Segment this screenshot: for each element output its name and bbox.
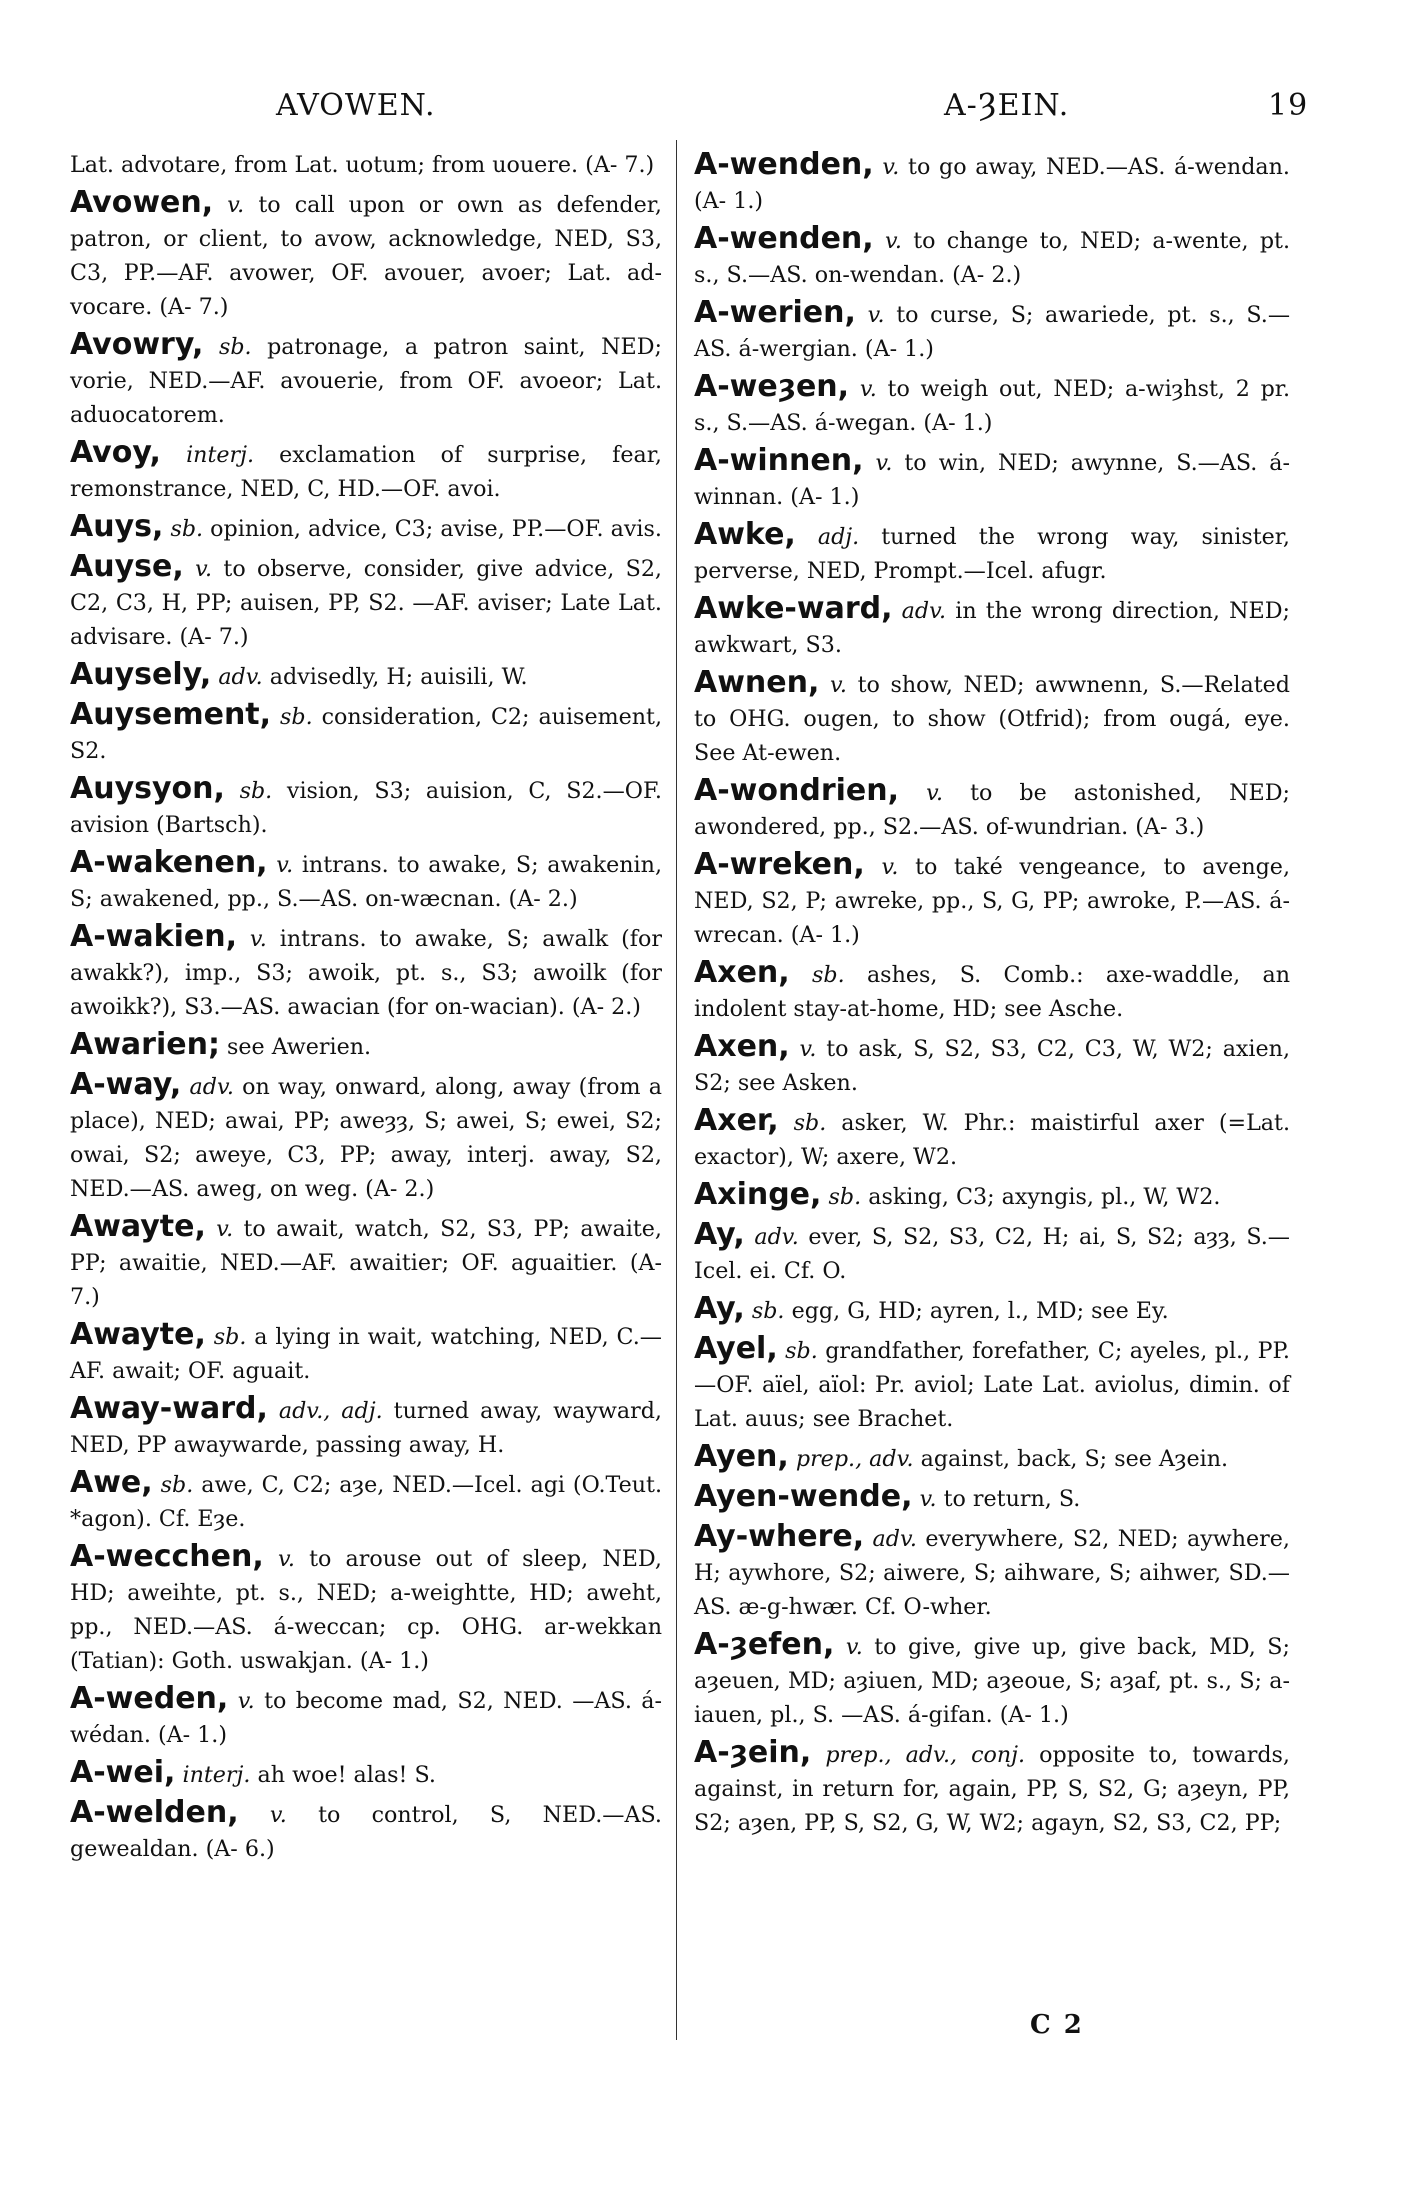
entry-headword: Ayel, [694,1331,778,1366]
entry-headword: A-way, [70,1067,182,1102]
dictionary-entry [694,518,1290,588]
entry-definition: intrans. to awake, S; awalk (for awakk?), imp., S3; awoik, pt. s., S3; awoilk (for awoikk?), S3.—AS. awacian (for on-wacian). (A- 2.) [70,926,662,1020]
entry-headword: Ayen-wende, [694,1479,913,1514]
dictionary-entry [70,1210,662,1314]
entry-definition: turned the wrong way, sinister, perverse, NED, Prompt.—Icel. afugr. [694,524,1290,584]
entry-definition: vision, S3; auision, C, S2.—OF. avision (Bartsch). [70,778,662,838]
entry-part-of-speech: v. [867,302,885,328]
entry-part-of-speech: prep., adv. [795,1446,914,1472]
dictionary-entry [70,1682,662,1752]
entry-headword: Axen, [694,955,790,990]
dictionary-entry [70,698,662,768]
signature-mark: C 2 [1030,2010,1084,2040]
dictionary-entry [694,774,1290,844]
dictionary-entry [70,510,662,546]
entry-part-of-speech: v. [882,154,900,180]
dictionary-entry [694,1628,1290,1732]
dictionary-entry [70,550,662,654]
entry-headword: Auys, [70,509,164,544]
entry-part-of-speech: sb. [811,962,845,988]
entry-definition: to return, S. [943,1486,1081,1512]
entry-part-of-speech: v. [277,1546,295,1572]
entry-headword: Axen, [694,1029,790,1064]
entry-definition: Lat. advotare, from Lat. uotum; from uouere. (A- 7.) [70,152,655,178]
entry-headword: Ay, [694,1217,745,1252]
dictionary-entry [694,1440,1290,1476]
entry-definition: intrans. to awake, S; awakenin, S; awakened, pp., S.—AS. on-wæcnan. (A- 2.) [70,852,662,912]
entry-headword: A-winnen, [694,443,864,478]
entry-part-of-speech: v. [875,450,893,476]
entry-headword: Awke, [694,517,796,552]
entry-part-of-speech: v. [919,1486,937,1512]
entry-part-of-speech: adv. [189,1074,234,1100]
entry-headword: Ay-where, [694,1519,865,1554]
entry-part-of-speech: v. [276,852,294,878]
dictionary-entry [694,222,1290,292]
entry-definition: to change to, NED; a-wente, pt. s., S.—AS. on-wendan. (A- 2.) [694,228,1291,288]
dictionary-entry [70,1028,662,1064]
entry-headword: Awayte, [70,1209,206,1244]
entry-definition: awe, C, C2; aȝe, NED.—Icel. agi (O.Teut. *agon). Cf. Eȝe. [70,1472,662,1532]
entry-definition: opinion, advice, C3; avise, PP.—OF. avis. [210,516,662,542]
page-number: 19 [1268,88,1309,123]
entry-headword: A-welden, [70,1795,239,1830]
column-divider [676,140,677,2040]
entry-part-of-speech: v. [845,1634,863,1660]
entry-part-of-speech: adv. [872,1526,917,1552]
entry-definition: asker, W. Phr.: maistirful axer (=Lat. exactor), W; axere, W2. [694,1110,1291,1170]
entry-headword: A-weden, [70,1681,229,1716]
entry-definition: see Awerien. [227,1034,372,1060]
entry-headword: Awayte, [70,1317,206,1352]
dictionary-entry [70,328,662,432]
entry-headword: A-wakenen, [70,845,268,880]
entry-headword: A-weȝen, [694,369,850,404]
entry-definition: to be astonished, NED; awondered, pp., S2.—AS. of-wundrian. (A- 3.) [694,780,1290,840]
entry-part-of-speech: interj. [182,1762,251,1788]
entry-definition: against, back, S; see Aȝein. [920,1446,1229,1472]
dictionary-entry [694,1480,1290,1516]
entry-part-of-speech: sb. [751,1298,785,1324]
entry-definition: to show, NED; awwnenn, S.—Related to OHG. ougen, to show (Otfrid); from ougá, eye. See At-ewen. [694,672,1290,766]
dictionary-entry [694,296,1290,366]
entry-headword: A-ȝein, [694,1735,812,1770]
dictionary-entry [694,1178,1290,1214]
entry-headword: Awarien; [70,1027,220,1062]
dictionary-entry [694,1218,1290,1288]
entry-headword: Awnen, [694,665,820,700]
entry-definition: to také vengeance, to avenge, NED, S2, P; awreke, pp., S, G, PP; awroke, P.—AS. á-wrecan. (A- 1.) [694,854,1290,948]
entry-definition: to call upon or own as defender, patron, or client, to avow, acknowledge, NED, S3, C3, PP.—AF. avower, OF. avouer, avoer; Lat. ad-vocare. (A- 7.) [70,192,662,320]
right-column [694,148,1290,1844]
entry-part-of-speech: sb. [828,1184,862,1210]
entry-part-of-speech: v. [799,1036,817,1062]
dictionary-entry [70,1068,662,1206]
entry-part-of-speech: v. [227,192,245,218]
dictionary-entry [70,148,662,182]
left-column [70,148,662,1870]
entry-definition: to become mad, S2, NED. —AS. á-wédan. (A- 1.) [70,1688,662,1748]
entry-definition: egg, G, HD; ayren, l., MD; see Ey. [791,1298,1169,1324]
dictionary-entry [70,1392,662,1462]
entry-headword: Axer, [694,1103,779,1138]
entry-definition: to weigh out, NED; a-wiȝhst, 2 pr. s., S.—AS. á-wegan. (A- 1.) [694,376,1290,436]
entry-part-of-speech: sb. [793,1110,827,1136]
entry-definition: asking, C3; axyngis, pl., W, W2. [868,1184,1221,1210]
entry-definition: advisedly, H; auisili, W. [269,664,528,690]
header-left-title: AVOWEN. [276,88,436,123]
entry-definition: to control, S, NED.—AS. gewealdan. (A- 6.) [70,1802,662,1862]
entry-part-of-speech: sb. [239,778,273,804]
entry-headword: Auyse, [70,549,184,584]
dictionary-entry [694,370,1290,440]
entry-part-of-speech: sb. [160,1472,194,1498]
entry-definition: to give, give up, give back, MD, S; aȝeuen, MD; aȝiuen, MD; aȝeoue, S; aȝaf, pt. s., S; a-iauen, pl., S. —AS. á-gifan. (A- 1.) [694,1634,1290,1728]
entry-part-of-speech: v. [237,1688,255,1714]
entry-definition: ah woe! alas! S. [257,1762,436,1788]
dictionary-entry [70,1540,662,1678]
running-header [0,88,1424,128]
entry-part-of-speech: adv., adj. [278,1398,383,1424]
dictionary-entry [694,444,1290,514]
entry-headword: Awke-ward, [694,591,893,626]
entry-part-of-speech: v. [830,672,847,698]
entry-part-of-speech: v. [884,228,902,254]
entry-definition: to arouse out of sleep, NED, HD; aweihte, pt. s., NED; a-weightte, HD; aweht, pp., NED.—AS. á-weccan; cp. OHG. ar-wekkan (Tatian): Goth. uswakjan. (A- 1.) [70,1546,662,1674]
dictionary-entry [70,436,662,506]
entry-definition: turned away, wayward, NED, PP awaywarde, passing away, H. [70,1398,662,1458]
entry-part-of-speech: sb. [279,704,313,730]
dictionary-entry [70,658,662,694]
entry-headword: A-ȝefen, [694,1627,835,1662]
entry-part-of-speech: adv. [901,598,947,624]
entry-part-of-speech: v. [859,376,877,402]
entry-headword: A-wei, [70,1755,176,1790]
dictionary-entry [694,1736,1290,1840]
dictionary-entry [694,1030,1290,1100]
header-right-title: A-ȜEIN. [944,88,1070,123]
entry-definition: ever, S, S2, S3, C2, H; ai, S, S2; aȝȝ, S.—Icel. ei. Cf. O. [694,1224,1290,1284]
entry-headword: Ay, [694,1291,745,1326]
entry-definition: to go away, NED.—AS. á-wendan. (A- 1.) [694,154,1290,214]
entry-headword: Avowry, [70,327,204,362]
entry-definition: everywhere, S2, NED; aywhere, H; aywhore, S2; aiwere, S; aihware, S; aihwer, SD.—AS. æ-g-hwær. Cf. O-wher. [694,1526,1290,1620]
entry-headword: A-wenden, [694,221,874,256]
dictionary-entry [694,848,1290,952]
entry-definition: in the wrong direction, NED; awkwart, S3. [694,598,1291,658]
entry-part-of-speech: v. [881,854,899,880]
entry-headword: A-wecchen, [70,1539,264,1574]
entry-definition: to win, NED; awynne, S.—AS. á-winnan. (A- 1.) [694,450,1291,510]
entry-headword: Axinge, [694,1177,822,1212]
entry-part-of-speech: interj. [186,442,255,468]
entry-headword: A-wondrien, [694,773,900,808]
dictionary-entry [70,1466,662,1536]
entry-definition: consideration, C2; auisement, S2. [70,704,662,764]
dictionary-entry [694,1104,1290,1174]
dictionary-entry [694,1520,1290,1624]
entry-headword: Avoy, [70,435,161,470]
entry-part-of-speech: v. [926,780,944,806]
entry-headword: A-wenden, [694,147,874,182]
entry-part-of-speech: adv. [218,664,263,690]
entry-definition: to await, watch, S2, S3, PP; awaite, PP; awaitie, NED.—AF. awaitier; OF. aguaitier. (A- 7.) [70,1216,662,1310]
entry-headword: A-wakien, [70,919,237,954]
entry-definition: on way, onward, along, away (from a place), NED; awai, PP; aweȝȝ, S; awei, S; ewei, S2; owai, S2; aweye, C3, PP; away, interj. away, S2, NED.—AS. aweg, on weg. (A- 2.) [70,1074,662,1202]
entry-definition: opposite to, towards, against, in return for, again, PP, S, S2, G; aȝeyn, PP, S2; aȝen, PP, S, S2, G, W, W2; agayn, S2, S3, C2, PP; [694,1742,1290,1836]
entry-part-of-speech: sb. [785,1338,818,1364]
entry-definition: to ask, S, S2, S3, C2, C3, W, W2; axien, S2; see Asken. [694,1036,1290,1096]
entry-part-of-speech: v. [249,926,267,952]
entry-part-of-speech: sb. [170,516,204,542]
entry-definition: to observe, consider, give advice, S2, C2, C3, H, PP; auisen, PP, S2. —AF. aviser; Late Lat. advisare. (A- 7.) [70,556,662,650]
dictionary-entry [70,1318,662,1388]
entry-definition: ashes, S. Comb.: axe-waddle, an indolent stay-at-home, HD; see Asche. [694,962,1290,1022]
entry-definition: exclamation of surprise, fear, remonstrance, NED, C, HD.—OF. avoi. [70,442,662,502]
dictionary-entry [70,772,662,842]
entry-definition: patronage, a patron saint, NED; vorie, NED.—AF. avouerie, from OF. avoeor; Lat. aduocatorem. [70,334,662,428]
entry-headword: Awe, [70,1465,153,1500]
entry-headword: Avowen, [70,185,214,220]
dictionary-entry [70,1796,662,1866]
dictionary-entry [70,186,662,324]
entry-definition: to curse, S; awariede, pt. s., S.—AS. á-wergian. (A- 1.) [694,302,1291,362]
entry-part-of-speech: adj. [817,524,860,550]
entry-part-of-speech: v. [195,556,213,582]
entry-part-of-speech: sb. [213,1324,247,1350]
entry-definition: grandfather, forefather, C; ayeles, pl., PP.—OF. aïel, aïol: Pr. aviol; Late Lat. aviolus, dimin. of Lat. auus; see Brachet. [694,1338,1290,1432]
entry-headword: Ayen, [694,1439,789,1474]
entry-headword: Auysement, [70,697,272,732]
entry-headword: Auysely, [70,657,212,692]
entry-part-of-speech: sb. [218,334,252,360]
entry-headword: A-wreken, [694,847,865,882]
entry-part-of-speech: adv. [754,1224,799,1250]
dictionary-entry [70,846,662,916]
dictionary-entry [694,666,1290,770]
entry-part-of-speech: prep., adv., conj. [825,1742,1026,1768]
dictionary-entry [70,920,662,1024]
entry-part-of-speech: v. [269,1802,287,1828]
entry-headword: A-werien, [694,295,856,330]
entry-headword: Away-ward, [70,1391,268,1426]
dictionary-entry [694,956,1290,1026]
entry-headword: Auysyon, [70,771,225,806]
entry-part-of-speech: v. [216,1216,234,1242]
dictionary-entry [694,1332,1290,1436]
dictionary-entry [694,1292,1290,1328]
dictionary-entry [694,592,1290,662]
dictionary-entry [694,148,1290,218]
dictionary-entry [70,1756,662,1792]
entry-definition: a lying in wait, watching, NED, C.—AF. await; OF. aguait. [70,1324,662,1384]
